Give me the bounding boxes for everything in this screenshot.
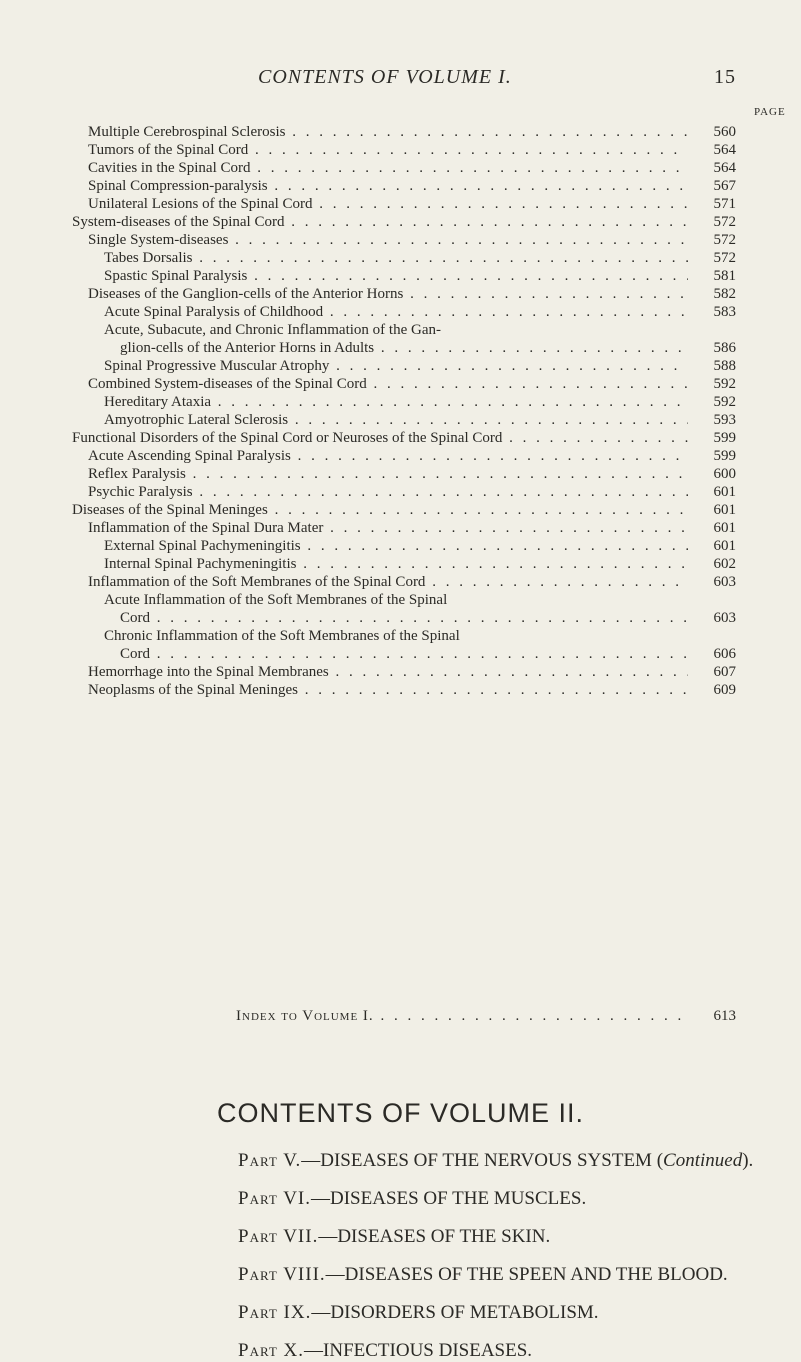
toc-entry: System-diseases of the Spinal Cord . . . 572 <box>72 213 736 231</box>
toc-entry: Tabes Dorsalis . . . 572 <box>104 249 736 267</box>
toc-entry: Reflex Paralysis . . . 600 <box>88 465 736 483</box>
running-head <box>258 66 736 89</box>
toc-entry: Psychic Paralysis . . . 601 <box>88 483 736 501</box>
toc-entry: Cord . . . 606 <box>120 645 736 663</box>
page-column-label: PAGE <box>754 106 786 118</box>
toc-entry: Functional Disorders of the Spinal Cord or Neuroses of the Spinal Cord . . . 599 <box>72 429 736 447</box>
toc-entry: Multiple Cerebrospinal Sclerosis . . . 560 <box>88 123 736 141</box>
toc-entry: Neoplasms of the Spinal Meninges . . . 609 <box>88 681 736 699</box>
toc-entry: glion-cells of the Anterior Horns in Adults . . . 586 <box>120 339 736 357</box>
toc-entry: Internal Spinal Pachymeningitis . . . 602 <box>104 555 736 573</box>
toc-entry: Cord . . . 603 <box>120 609 736 627</box>
toc-entry: Spinal Compression-paralysis . . . 567 <box>88 177 736 195</box>
toc-entry: Inflammation of the Soft Membranes of the Spinal Cord . . . 603 <box>88 573 736 591</box>
page-number: 15 <box>714 66 736 88</box>
toc-entry: Acute, Subacute, and Chronic Inflammation of the Gan- <box>104 322 441 338</box>
toc-entry: Acute Ascending Spinal Paralysis . . . 599 <box>88 447 736 465</box>
toc-entry: Spinal Progressive Muscular Atrophy . . . 588 <box>104 357 736 375</box>
toc-entry: Amyotrophic Lateral Sclerosis . . . 593 <box>104 411 736 429</box>
toc-entry: Cavities in the Spinal Cord . . . 564 <box>88 159 736 177</box>
toc-entry: Hereditary Ataxia . . . 592 <box>104 393 736 411</box>
toc-entry: Spastic Spinal Paralysis . . . 581 <box>104 267 736 285</box>
toc-entry: Single System-diseases . . . 572 <box>88 231 736 249</box>
toc-entry: External Spinal Pachymeningitis . . . 601 <box>104 537 736 555</box>
toc-entry: Diseases of the Spinal Meninges . . . 601 <box>72 501 736 519</box>
toc-entry: Combined System-diseases of the Spinal Cord . . . 592 <box>88 375 736 393</box>
toc-entry: Chronic Inflammation of the Soft Membranes of the Spinal <box>104 628 460 644</box>
volume-2-heading: CONTENTS OF VOLUME II. <box>216 1098 585 1128</box>
running-head-title: CONTENTS OF VOLUME I. <box>258 66 512 88</box>
index-label: Index to Volume I. . . . <box>236 1006 692 1026</box>
toc-entry: Diseases of the Ganglion-cells of the Anterior Horns . . . 582 <box>88 285 736 303</box>
part-line: Part VI.—DISEASES OF THE MUSCLES. <box>238 1188 587 1209</box>
toc-entry: Hemorrhage into the Spinal Membranes . . . 607 <box>88 663 736 681</box>
part-line: Part V.—DISEASES OF THE NERVOUS SYSTEM (Continued). <box>238 1150 754 1171</box>
toc-entry: Tumors of the Spinal Cord . . . 564 <box>88 141 736 159</box>
toc-entry: Acute Inflammation of the Soft Membranes of the Spinal <box>104 592 448 608</box>
toc-entry: Inflammation of the Spinal Dura Mater . . . 601 <box>88 519 736 537</box>
toc-entry: Unilateral Lesions of the Spinal Cord . . . 571 <box>88 195 736 213</box>
toc-entry: Acute Spinal Paralysis of Childhood . . . 583 <box>104 303 736 321</box>
part-line: Part IX.—DISORDERS OF METABOLISM. <box>238 1302 599 1323</box>
part-line: Part VIII.—DISEASES OF THE SPEEN AND THE BLOOD. <box>238 1264 728 1285</box>
part-line: Part X.—INFECTIOUS DISEASES. <box>238 1340 533 1361</box>
part-line: Part VII.—DISEASES OF THE SKIN. <box>238 1226 551 1247</box>
index-entry <box>236 1006 736 1026</box>
index-page: 613 <box>713 1008 736 1024</box>
